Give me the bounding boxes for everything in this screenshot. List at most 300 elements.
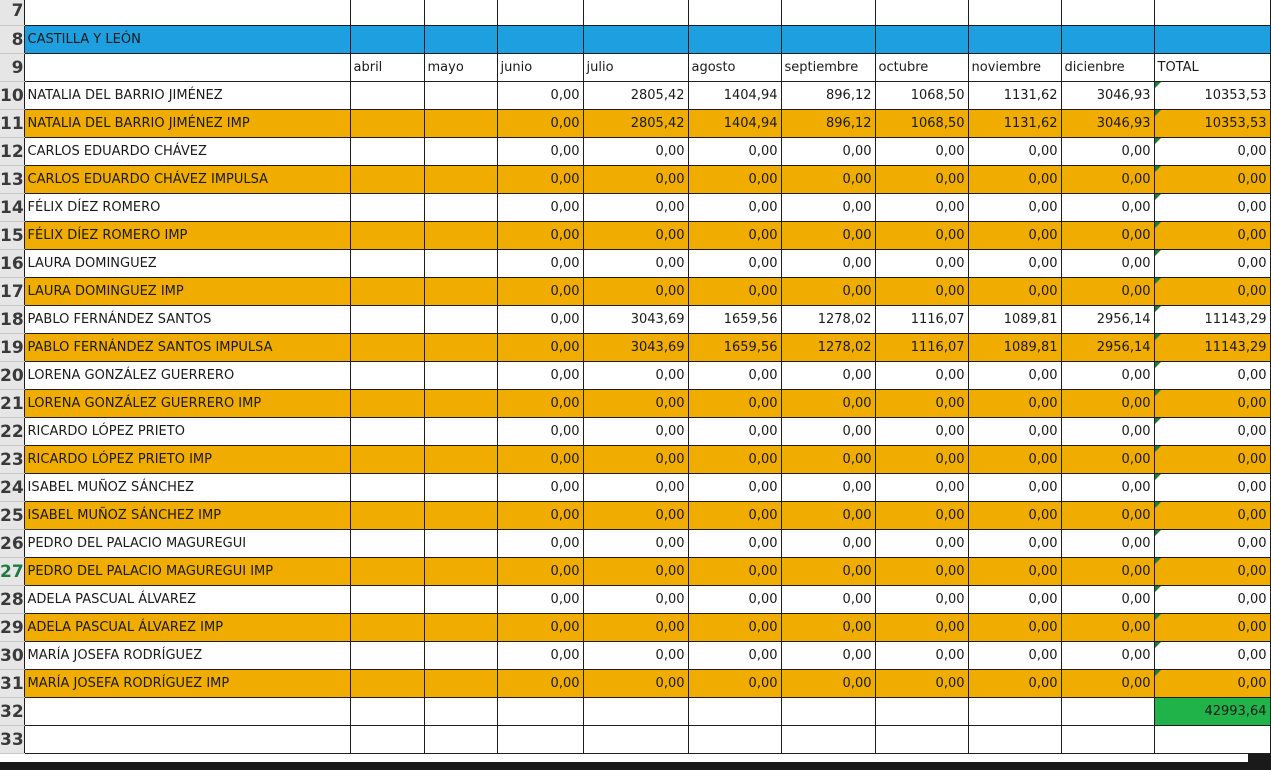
column-header-septiembre[interactable]: septiembre xyxy=(781,54,875,82)
value-cell[interactable]: 0,00 xyxy=(1061,558,1154,586)
value-cell[interactable]: 0,00 xyxy=(781,278,875,306)
employee-name-cell[interactable]: LORENA GONZÁLEZ GUERRERO IMP xyxy=(24,390,350,418)
row-header[interactable]: 31 xyxy=(0,670,24,698)
row-header[interactable]: 24 xyxy=(0,474,24,502)
mayo-cell[interactable] xyxy=(424,278,497,306)
total-cell[interactable]: 11143,29 xyxy=(1154,334,1270,362)
abril-cell[interactable] xyxy=(350,642,424,670)
row-header[interactable]: 18 xyxy=(0,306,24,334)
value-cell[interactable]: 0,00 xyxy=(497,670,583,698)
mayo-cell[interactable] xyxy=(424,446,497,474)
value-cell[interactable]: 0,00 xyxy=(1061,614,1154,642)
abril-cell[interactable] xyxy=(350,418,424,446)
value-cell[interactable]: 0,00 xyxy=(1061,222,1154,250)
value-cell[interactable]: 0,00 xyxy=(688,670,781,698)
row-header[interactable]: 9 xyxy=(0,54,24,82)
cell[interactable] xyxy=(875,698,968,726)
mayo-cell[interactable] xyxy=(424,614,497,642)
value-cell[interactable]: 0,00 xyxy=(781,586,875,614)
value-cell[interactable]: 0,00 xyxy=(688,614,781,642)
abril-cell[interactable] xyxy=(350,166,424,194)
value-cell[interactable]: 0,00 xyxy=(968,530,1061,558)
cell[interactable] xyxy=(875,26,968,54)
value-cell[interactable]: 0,00 xyxy=(781,642,875,670)
value-cell[interactable]: 0,00 xyxy=(968,194,1061,222)
row-header[interactable]: 7 xyxy=(0,0,24,26)
value-cell[interactable]: 0,00 xyxy=(688,194,781,222)
row-header[interactable]: 22 xyxy=(0,418,24,446)
value-cell[interactable]: 0,00 xyxy=(875,138,968,166)
cell[interactable] xyxy=(583,698,688,726)
mayo-cell[interactable] xyxy=(424,222,497,250)
total-cell[interactable]: 0,00 xyxy=(1154,138,1270,166)
value-cell[interactable]: 0,00 xyxy=(583,614,688,642)
employee-name-cell[interactable]: NATALIA DEL BARRIO JIMÉNEZ IMP xyxy=(24,110,350,138)
value-cell[interactable]: 0,00 xyxy=(781,614,875,642)
value-cell[interactable]: 0,00 xyxy=(497,278,583,306)
value-cell[interactable]: 0,00 xyxy=(497,138,583,166)
mayo-cell[interactable] xyxy=(424,166,497,194)
value-cell[interactable]: 0,00 xyxy=(1061,530,1154,558)
abril-cell[interactable] xyxy=(350,334,424,362)
employee-name-cell[interactable]: LAURA DOMINGUEZ xyxy=(24,250,350,278)
value-cell[interactable]: 0,00 xyxy=(875,250,968,278)
value-cell[interactable]: 0,00 xyxy=(1061,278,1154,306)
value-cell[interactable]: 0,00 xyxy=(1061,250,1154,278)
value-cell[interactable]: 0,00 xyxy=(497,194,583,222)
cell[interactable] xyxy=(497,698,583,726)
abril-cell[interactable] xyxy=(350,502,424,530)
mayo-cell[interactable] xyxy=(424,82,497,110)
total-cell[interactable]: 0,00 xyxy=(1154,418,1270,446)
employee-name-cell[interactable]: FÉLIX DÍEZ ROMERO IMP xyxy=(24,222,350,250)
value-cell[interactable]: 0,00 xyxy=(1061,418,1154,446)
employee-name-cell[interactable]: LORENA GONZÁLEZ GUERRERO xyxy=(24,362,350,390)
value-cell[interactable]: 0,00 xyxy=(497,250,583,278)
mayo-cell[interactable] xyxy=(424,194,497,222)
abril-cell[interactable] xyxy=(350,530,424,558)
row-header[interactable]: 29 xyxy=(0,614,24,642)
value-cell[interactable]: 0,00 xyxy=(781,166,875,194)
region-cell[interactable]: CASTILLA Y LEÓN xyxy=(24,26,350,54)
value-cell[interactable]: 0,00 xyxy=(497,306,583,334)
employee-name-cell[interactable]: PABLO FERNÁNDEZ SANTOS IMPULSA xyxy=(24,334,350,362)
value-cell[interactable]: 2805,42 xyxy=(583,82,688,110)
mayo-cell[interactable] xyxy=(424,530,497,558)
value-cell[interactable]: 0,00 xyxy=(968,446,1061,474)
value-cell[interactable]: 0,00 xyxy=(497,502,583,530)
value-cell[interactable]: 0,00 xyxy=(781,390,875,418)
total-cell[interactable]: 0,00 xyxy=(1154,586,1270,614)
cell[interactable] xyxy=(781,0,875,26)
value-cell[interactable]: 0,00 xyxy=(875,530,968,558)
abril-cell[interactable] xyxy=(350,222,424,250)
cell[interactable] xyxy=(781,26,875,54)
value-cell[interactable]: 0,00 xyxy=(781,474,875,502)
value-cell[interactable]: 0,00 xyxy=(688,390,781,418)
cell[interactable] xyxy=(1154,26,1270,54)
employee-name-cell[interactable]: NATALIA DEL BARRIO JIMÉNEZ xyxy=(24,82,350,110)
abril-cell[interactable] xyxy=(350,278,424,306)
value-cell[interactable]: 1116,07 xyxy=(875,334,968,362)
total-cell[interactable]: 0,00 xyxy=(1154,250,1270,278)
cell[interactable] xyxy=(497,0,583,26)
cell[interactable] xyxy=(583,26,688,54)
value-cell[interactable]: 0,00 xyxy=(968,670,1061,698)
cell[interactable] xyxy=(24,0,350,26)
value-cell[interactable]: 0,00 xyxy=(688,502,781,530)
value-cell[interactable]: 0,00 xyxy=(583,278,688,306)
column-header-mayo[interactable]: mayo xyxy=(424,54,497,82)
mayo-cell[interactable] xyxy=(424,558,497,586)
mayo-cell[interactable] xyxy=(424,250,497,278)
abril-cell[interactable] xyxy=(350,82,424,110)
cell[interactable] xyxy=(350,0,424,26)
abril-cell[interactable] xyxy=(350,362,424,390)
value-cell[interactable]: 0,00 xyxy=(968,474,1061,502)
value-cell[interactable]: 0,00 xyxy=(968,138,1061,166)
value-cell[interactable]: 0,00 xyxy=(875,166,968,194)
mayo-cell[interactable] xyxy=(424,474,497,502)
value-cell[interactable]: 0,00 xyxy=(583,222,688,250)
cell[interactable] xyxy=(875,726,968,754)
value-cell[interactable]: 0,00 xyxy=(875,194,968,222)
row-header[interactable]: 33 xyxy=(0,726,24,754)
value-cell[interactable]: 0,00 xyxy=(781,418,875,446)
value-cell[interactable]: 0,00 xyxy=(688,586,781,614)
value-cell[interactable]: 0,00 xyxy=(583,502,688,530)
column-header-junio[interactable]: junio xyxy=(497,54,583,82)
total-cell[interactable]: 0,00 xyxy=(1154,222,1270,250)
value-cell[interactable]: 0,00 xyxy=(1061,138,1154,166)
cell[interactable] xyxy=(968,0,1061,26)
row-header[interactable]: 23 xyxy=(0,446,24,474)
value-cell[interactable]: 3046,93 xyxy=(1061,82,1154,110)
value-cell[interactable]: 0,00 xyxy=(688,558,781,586)
row-header[interactable]: 19 xyxy=(0,334,24,362)
value-cell[interactable]: 0,00 xyxy=(583,166,688,194)
value-cell[interactable]: 0,00 xyxy=(688,418,781,446)
employee-name-cell[interactable]: CARLOS EDUARDO CHÁVEZ xyxy=(24,138,350,166)
column-header-noviembre[interactable]: noviembre xyxy=(968,54,1061,82)
value-cell[interactable]: 0,00 xyxy=(497,614,583,642)
value-cell[interactable]: 0,00 xyxy=(583,642,688,670)
value-cell[interactable]: 3043,69 xyxy=(583,306,688,334)
total-cell[interactable]: 11143,29 xyxy=(1154,306,1270,334)
value-cell[interactable]: 0,00 xyxy=(497,82,583,110)
value-cell[interactable]: 0,00 xyxy=(968,614,1061,642)
value-cell[interactable]: 1131,62 xyxy=(968,82,1061,110)
employee-name-cell[interactable]: ISABEL MUÑOZ SÁNCHEZ IMP xyxy=(24,502,350,530)
value-cell[interactable]: 0,00 xyxy=(688,250,781,278)
mayo-cell[interactable] xyxy=(424,502,497,530)
value-cell[interactable]: 0,00 xyxy=(497,418,583,446)
column-header-abril[interactable]: abril xyxy=(350,54,424,82)
value-cell[interactable]: 896,12 xyxy=(781,110,875,138)
value-cell[interactable]: 1278,02 xyxy=(781,306,875,334)
total-cell[interactable]: 0,00 xyxy=(1154,502,1270,530)
value-cell[interactable]: 0,00 xyxy=(1061,586,1154,614)
value-cell[interactable]: 1659,56 xyxy=(688,334,781,362)
value-cell[interactable]: 0,00 xyxy=(583,138,688,166)
value-cell[interactable]: 0,00 xyxy=(781,194,875,222)
employee-name-cell[interactable]: ISABEL MUÑOZ SÁNCHEZ xyxy=(24,474,350,502)
value-cell[interactable]: 0,00 xyxy=(583,418,688,446)
row-header[interactable]: 30 xyxy=(0,642,24,670)
value-cell[interactable]: 0,00 xyxy=(688,530,781,558)
value-cell[interactable]: 0,00 xyxy=(1061,502,1154,530)
value-cell[interactable]: 0,00 xyxy=(875,614,968,642)
total-cell[interactable]: 0,00 xyxy=(1154,446,1270,474)
total-cell[interactable]: 0,00 xyxy=(1154,642,1270,670)
value-cell[interactable]: 0,00 xyxy=(968,250,1061,278)
value-cell[interactable]: 0,00 xyxy=(875,362,968,390)
row-header[interactable]: 11 xyxy=(0,110,24,138)
value-cell[interactable]: 0,00 xyxy=(497,334,583,362)
value-cell[interactable]: 0,00 xyxy=(968,222,1061,250)
cell[interactable] xyxy=(350,726,424,754)
cell[interactable] xyxy=(424,726,497,754)
value-cell[interactable]: 3043,69 xyxy=(583,334,688,362)
value-cell[interactable]: 0,00 xyxy=(968,278,1061,306)
cell[interactable] xyxy=(1154,726,1270,754)
value-cell[interactable]: 0,00 xyxy=(968,418,1061,446)
cell[interactable] xyxy=(350,698,424,726)
employee-name-cell[interactable]: FÉLIX DÍEZ ROMERO xyxy=(24,194,350,222)
total-cell[interactable]: 0,00 xyxy=(1154,362,1270,390)
value-cell[interactable]: 0,00 xyxy=(497,446,583,474)
value-cell[interactable]: 0,00 xyxy=(781,362,875,390)
value-cell[interactable]: 0,00 xyxy=(583,362,688,390)
cell[interactable] xyxy=(424,0,497,26)
value-cell[interactable]: 0,00 xyxy=(688,446,781,474)
value-cell[interactable]: 0,00 xyxy=(583,474,688,502)
value-cell[interactable]: 0,00 xyxy=(497,390,583,418)
value-cell[interactable]: 0,00 xyxy=(875,446,968,474)
employee-name-cell[interactable]: PEDRO DEL PALACIO MAGUREGUI IMP xyxy=(24,558,350,586)
cell[interactable] xyxy=(583,0,688,26)
value-cell[interactable]: 0,00 xyxy=(688,166,781,194)
mayo-cell[interactable] xyxy=(424,418,497,446)
column-header-total[interactable]: TOTAL xyxy=(1154,54,1270,82)
value-cell[interactable]: 0,00 xyxy=(875,502,968,530)
row-header[interactable]: 17 xyxy=(0,278,24,306)
value-cell[interactable]: 0,00 xyxy=(497,222,583,250)
employee-name-cell[interactable]: CARLOS EDUARDO CHÁVEZ IMPULSA xyxy=(24,166,350,194)
value-cell[interactable]: 0,00 xyxy=(781,502,875,530)
value-cell[interactable]: 0,00 xyxy=(968,558,1061,586)
value-cell[interactable]: 1068,50 xyxy=(875,110,968,138)
value-cell[interactable]: 0,00 xyxy=(688,474,781,502)
value-cell[interactable]: 0,00 xyxy=(875,278,968,306)
mayo-cell[interactable] xyxy=(424,138,497,166)
abril-cell[interactable] xyxy=(350,586,424,614)
mayo-cell[interactable] xyxy=(424,586,497,614)
value-cell[interactable]: 0,00 xyxy=(968,166,1061,194)
row-header[interactable]: 27 xyxy=(0,558,24,586)
value-cell[interactable]: 0,00 xyxy=(583,390,688,418)
value-cell[interactable]: 0,00 xyxy=(688,278,781,306)
mayo-cell[interactable] xyxy=(424,110,497,138)
abril-cell[interactable] xyxy=(350,474,424,502)
value-cell[interactable]: 0,00 xyxy=(497,530,583,558)
value-cell[interactable]: 0,00 xyxy=(583,446,688,474)
value-cell[interactable]: 0,00 xyxy=(1061,474,1154,502)
value-cell[interactable]: 0,00 xyxy=(875,670,968,698)
value-cell[interactable]: 0,00 xyxy=(875,390,968,418)
value-cell[interactable]: 2956,14 xyxy=(1061,306,1154,334)
employee-name-cell[interactable]: LAURA DOMINGUEZ IMP xyxy=(24,278,350,306)
row-header[interactable]: 26 xyxy=(0,530,24,558)
cell[interactable] xyxy=(875,0,968,26)
abril-cell[interactable] xyxy=(350,390,424,418)
value-cell[interactable]: 0,00 xyxy=(497,558,583,586)
row-header[interactable]: 21 xyxy=(0,390,24,418)
cell[interactable] xyxy=(781,726,875,754)
abril-cell[interactable] xyxy=(350,250,424,278)
cell[interactable] xyxy=(24,54,350,82)
value-cell[interactable]: 0,00 xyxy=(1061,642,1154,670)
employee-name-cell[interactable]: ADELA PASCUAL ÁLVAREZ xyxy=(24,586,350,614)
mayo-cell[interactable] xyxy=(424,334,497,362)
value-cell[interactable]: 0,00 xyxy=(875,474,968,502)
value-cell[interactable]: 1278,02 xyxy=(781,334,875,362)
value-cell[interactable]: 0,00 xyxy=(583,558,688,586)
value-cell[interactable]: 3046,93 xyxy=(1061,110,1154,138)
value-cell[interactable]: 0,00 xyxy=(583,530,688,558)
value-cell[interactable]: 0,00 xyxy=(781,670,875,698)
total-cell[interactable]: 0,00 xyxy=(1154,614,1270,642)
abril-cell[interactable] xyxy=(350,194,424,222)
value-cell[interactable]: 2956,14 xyxy=(1061,334,1154,362)
mayo-cell[interactable] xyxy=(424,306,497,334)
cell[interactable] xyxy=(968,726,1061,754)
employee-name-cell[interactable]: PEDRO DEL PALACIO MAGUREGUI xyxy=(24,530,350,558)
value-cell[interactable]: 1089,81 xyxy=(968,306,1061,334)
value-cell[interactable]: 0,00 xyxy=(583,586,688,614)
row-header[interactable]: 32 xyxy=(0,698,24,726)
column-header-agosto[interactable]: agosto xyxy=(688,54,781,82)
cell[interactable] xyxy=(688,698,781,726)
value-cell[interactable]: 0,00 xyxy=(688,222,781,250)
cell[interactable] xyxy=(968,26,1061,54)
row-header[interactable]: 20 xyxy=(0,362,24,390)
total-cell[interactable]: 0,00 xyxy=(1154,670,1270,698)
column-header-octubre[interactable]: octubre xyxy=(875,54,968,82)
row-header[interactable]: 14 xyxy=(0,194,24,222)
value-cell[interactable]: 0,00 xyxy=(497,110,583,138)
mayo-cell[interactable] xyxy=(424,362,497,390)
abril-cell[interactable] xyxy=(350,446,424,474)
value-cell[interactable]: 0,00 xyxy=(875,586,968,614)
cell[interactable] xyxy=(424,26,497,54)
employee-name-cell[interactable]: ADELA PASCUAL ÁLVAREZ IMP xyxy=(24,614,350,642)
value-cell[interactable]: 1404,94 xyxy=(688,82,781,110)
employee-name-cell[interactable]: RICARDO LÓPEZ PRIETO IMP xyxy=(24,446,350,474)
cell[interactable] xyxy=(1154,0,1270,26)
value-cell[interactable]: 0,00 xyxy=(497,642,583,670)
value-cell[interactable]: 0,00 xyxy=(1061,362,1154,390)
value-cell[interactable]: 0,00 xyxy=(1061,194,1154,222)
value-cell[interactable]: 0,00 xyxy=(1061,670,1154,698)
value-cell[interactable]: 0,00 xyxy=(968,390,1061,418)
column-header-julio[interactable]: julio xyxy=(583,54,688,82)
value-cell[interactable]: 1404,94 xyxy=(688,110,781,138)
grand-total-cell[interactable]: 42993,64 xyxy=(1154,698,1270,726)
value-cell[interactable]: 0,00 xyxy=(968,642,1061,670)
value-cell[interactable]: 0,00 xyxy=(875,418,968,446)
value-cell[interactable]: 0,00 xyxy=(583,670,688,698)
cell[interactable] xyxy=(688,26,781,54)
cell[interactable] xyxy=(350,26,424,54)
cell[interactable] xyxy=(781,698,875,726)
value-cell[interactable]: 0,00 xyxy=(1061,166,1154,194)
value-cell[interactable]: 0,00 xyxy=(968,362,1061,390)
value-cell[interactable]: 0,00 xyxy=(497,362,583,390)
value-cell[interactable]: 0,00 xyxy=(1061,446,1154,474)
cell[interactable] xyxy=(424,698,497,726)
cell[interactable] xyxy=(1061,698,1154,726)
employee-name-cell[interactable]: MARÍA JOSEFA RODRÍGUEZ xyxy=(24,642,350,670)
value-cell[interactable]: 0,00 xyxy=(497,474,583,502)
employee-name-cell[interactable]: PABLO FERNÁNDEZ SANTOS xyxy=(24,306,350,334)
value-cell[interactable]: 1089,81 xyxy=(968,334,1061,362)
value-cell[interactable]: 0,00 xyxy=(781,530,875,558)
value-cell[interactable]: 0,00 xyxy=(875,222,968,250)
value-cell[interactable]: 0,00 xyxy=(781,222,875,250)
value-cell[interactable]: 0,00 xyxy=(781,138,875,166)
row-header[interactable]: 8 xyxy=(0,26,24,54)
row-header[interactable]: 28 xyxy=(0,586,24,614)
value-cell[interactable]: 0,00 xyxy=(781,558,875,586)
total-cell[interactable]: 0,00 xyxy=(1154,390,1270,418)
value-cell[interactable]: 0,00 xyxy=(688,642,781,670)
value-cell[interactable]: 0,00 xyxy=(583,194,688,222)
cell[interactable] xyxy=(497,726,583,754)
cell[interactable] xyxy=(497,26,583,54)
row-header[interactable]: 13 xyxy=(0,166,24,194)
total-cell[interactable]: 0,00 xyxy=(1154,194,1270,222)
value-cell[interactable]: 896,12 xyxy=(781,82,875,110)
value-cell[interactable]: 0,00 xyxy=(497,586,583,614)
abril-cell[interactable] xyxy=(350,670,424,698)
value-cell[interactable]: 1116,07 xyxy=(875,306,968,334)
mayo-cell[interactable] xyxy=(424,390,497,418)
abril-cell[interactable] xyxy=(350,110,424,138)
value-cell[interactable]: 0,00 xyxy=(1061,390,1154,418)
row-header[interactable]: 10 xyxy=(0,82,24,110)
value-cell[interactable]: 1068,50 xyxy=(875,82,968,110)
value-cell[interactable]: 0,00 xyxy=(781,250,875,278)
total-cell[interactable]: 0,00 xyxy=(1154,530,1270,558)
mayo-cell[interactable] xyxy=(424,642,497,670)
row-header[interactable]: 25 xyxy=(0,502,24,530)
column-header-dicienbre[interactable]: dicienbre xyxy=(1061,54,1154,82)
cell[interactable] xyxy=(24,698,350,726)
cell[interactable] xyxy=(1061,726,1154,754)
value-cell[interactable]: 0,00 xyxy=(875,642,968,670)
abril-cell[interactable] xyxy=(350,558,424,586)
value-cell[interactable]: 2805,42 xyxy=(583,110,688,138)
cell[interactable] xyxy=(1061,26,1154,54)
row-header[interactable]: 12 xyxy=(0,138,24,166)
value-cell[interactable]: 1131,62 xyxy=(968,110,1061,138)
value-cell[interactable]: 0,00 xyxy=(688,362,781,390)
value-cell[interactable]: 0,00 xyxy=(875,558,968,586)
cell[interactable] xyxy=(24,726,350,754)
value-cell[interactable]: 0,00 xyxy=(583,250,688,278)
total-cell[interactable]: 0,00 xyxy=(1154,278,1270,306)
